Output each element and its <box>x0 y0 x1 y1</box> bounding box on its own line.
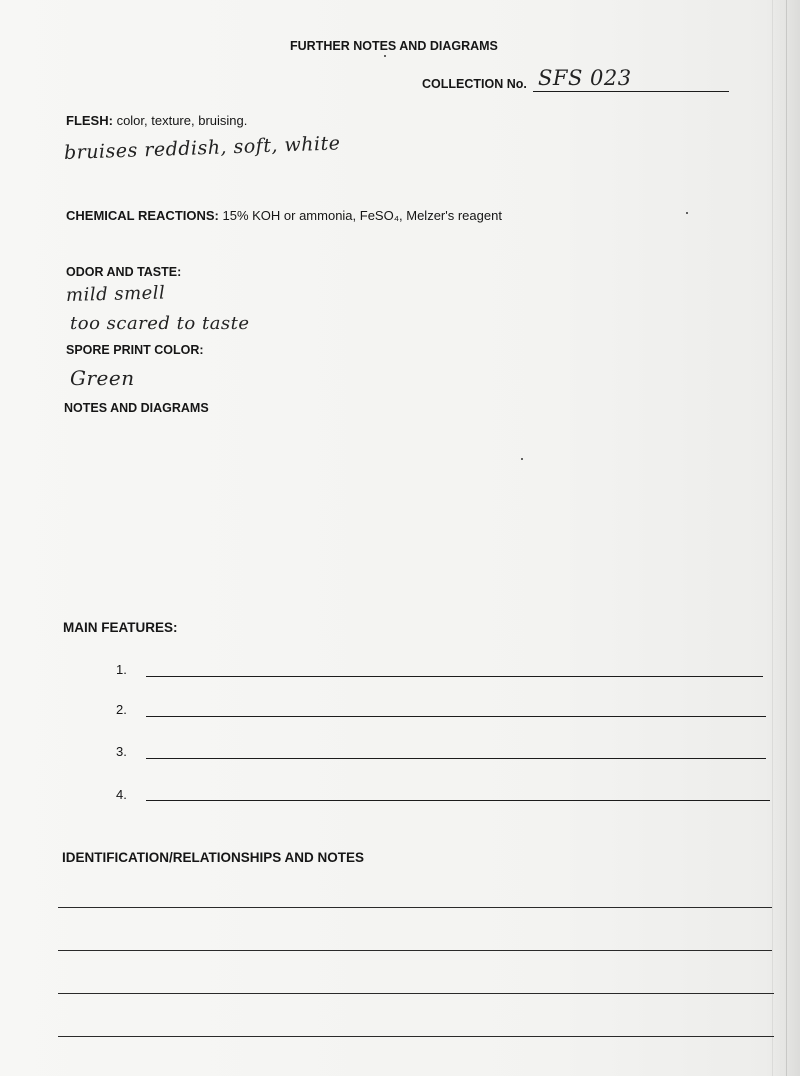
feature-line-2[interactable] <box>146 716 766 717</box>
flesh-label <box>66 113 247 128</box>
feature-line-4[interactable] <box>146 800 770 801</box>
spore-value[interactable]: Green <box>70 366 135 390</box>
identification-line-4[interactable] <box>58 1036 774 1037</box>
feature-number-3: 3. <box>116 744 127 759</box>
identification-line-2[interactable] <box>58 950 772 951</box>
flesh-label-bold: FLESH: <box>66 113 113 128</box>
page-edge-line <box>786 0 787 1076</box>
chemical-label <box>66 208 502 223</box>
notes-label: NOTES AND DIAGRAMS <box>64 401 209 415</box>
feature-line-1[interactable] <box>146 676 763 677</box>
paper-speck <box>686 212 688 214</box>
page-edge-line <box>772 0 773 1076</box>
identification-line-1[interactable] <box>58 907 772 908</box>
identification-label: IDENTIFICATION/RELATIONSHIPS AND NOTES <box>62 850 365 865</box>
collection-value[interactable]: SFS 023 <box>538 66 632 90</box>
flesh-label-rest: color, texture, bruising. <box>112 113 248 128</box>
main-features-label: MAIN FEATURES: <box>63 620 178 635</box>
spore-label: SPORE PRINT COLOR: <box>66 343 204 357</box>
chemical-label-bold: CHEMICAL REACTIONS: <box>66 208 219 223</box>
paper-speck <box>521 458 523 460</box>
collection-label: COLLECTION No. <box>422 77 527 91</box>
flesh-value[interactable]: bruises reddish, soft, white <box>63 132 341 164</box>
odor-line-1[interactable]: mild smell <box>65 282 166 306</box>
chemical-label-rest: 15% KOH or ammonia, FeSO₄, Melzer's reagent <box>218 208 502 223</box>
collection-line <box>533 91 729 92</box>
feature-number-1: 1. <box>116 662 127 677</box>
odor-line-2[interactable]: too scared to taste <box>70 313 250 334</box>
identification-line-3[interactable] <box>58 993 774 994</box>
paper-speck <box>384 55 386 57</box>
form-title: FURTHER NOTES AND DIAGRAMS <box>290 39 498 53</box>
odor-label: ODOR AND TASTE: <box>66 265 182 279</box>
feature-number-2: 2. <box>116 702 127 717</box>
feature-line-3[interactable] <box>146 758 766 759</box>
feature-number-4: 4. <box>116 787 127 802</box>
